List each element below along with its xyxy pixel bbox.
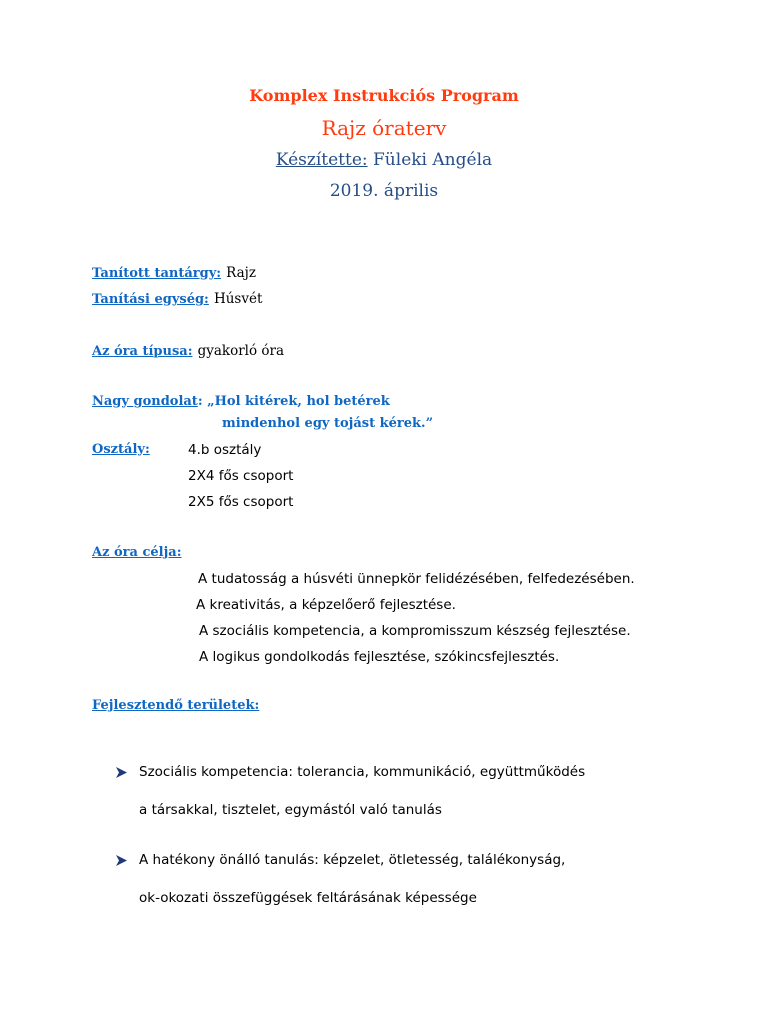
author-label: Készítette: [275,150,368,170]
goal-item: A kreativitás, a képzelőerő fejlesztése. [196,597,456,613]
arrowhead-bullet-icon [116,767,127,778]
big-idea-row [92,390,390,409]
goals-label: Az óra célja: [92,545,182,560]
arrowhead-bullet-icon [116,855,127,866]
big-idea-label: Nagy gondolat [92,394,198,409]
author-line [0,150,768,170]
class-line-2: 2X4 fős csoport [188,468,294,484]
subject-row [92,262,256,281]
program-title: Komplex Instrukciós Program [249,86,519,105]
area-item-line-1: A hatékony önálló tanulás: képzelet, ötletesség, találékonyság, [139,852,566,868]
type-row [92,340,284,359]
unit-label: Tanítási egység: [92,292,209,307]
class-line-1: 4.b osztály [188,442,262,458]
document-date: 2019. április [329,181,439,201]
big-idea-line-1: : „Hol kitérek, hol betérek [197,394,390,409]
subject-value: Rajz [226,265,256,281]
class-line-3: 2X5 fős csoport [188,494,294,510]
type-value: gyakorló óra [197,343,285,359]
goal-item: A tudatosság a húsvéti ünnepkör felidézésében, felfedezésében. [198,571,635,587]
areas-label: Fejlesztendő területek: [92,698,260,713]
subject-label: Tanított tantárgy: [92,266,222,281]
goal-item: A logikus gondolkodás fejlesztése, szókincsfejlesztés. [199,649,560,665]
type-label: Az óra típusa: [92,344,193,359]
area-item-line-2: ok-okozati összefüggések feltárásának képessége [139,890,477,906]
document-title: Rajz óraterv [321,116,447,140]
area-item-line-1: Szociális kompetencia: tolerancia, kommunikáció, együttműködés [139,764,586,780]
big-idea-line-2: mindenhol egy tojást kérek.” [222,416,434,431]
unit-row [92,288,262,307]
goal-item: A szociális kompetencia, a kompromisszum készség fejlesztése. [199,623,631,639]
area-item-line-2: a társakkal, tisztelet, egymástól való tanulás [139,802,442,818]
unit-value: Húsvét [213,291,263,307]
author-name: Füleki Angéla [373,150,493,170]
class-label: Osztály: [92,442,150,457]
